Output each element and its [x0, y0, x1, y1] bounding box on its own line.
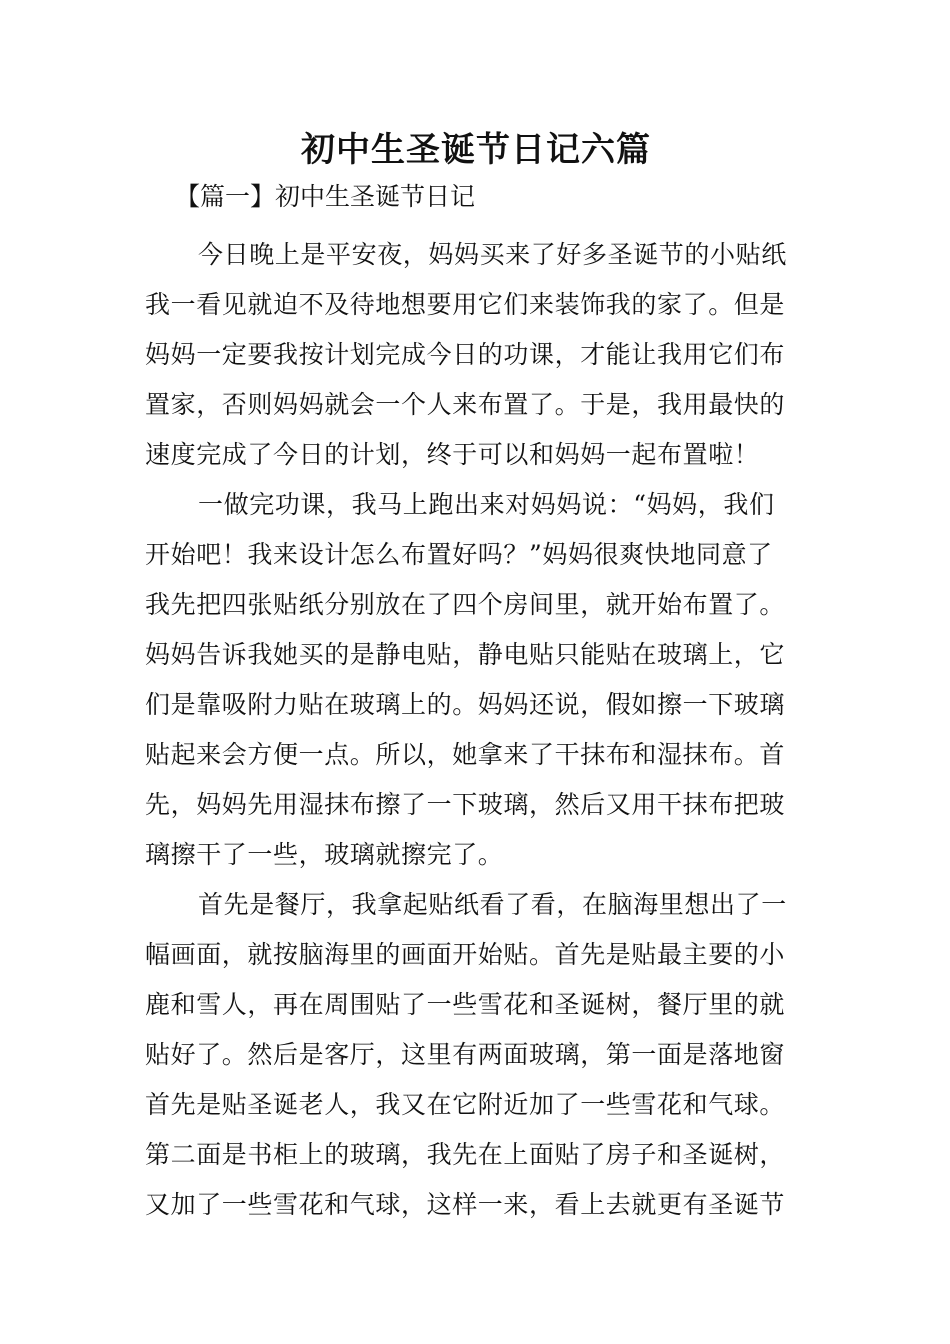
- paragraph-line: 开始吧！我来设计怎么布置好吗？”妈妈很爽快地同意了: [145, 540, 773, 569]
- paragraph-line: 首先是贴圣诞老人，我又在它附近加了一些雪花和气球。: [145, 1090, 786, 1119]
- paragraph-line: 首先是餐厅，我拿起贴纸看了看，在脑海里想出了一: [198, 890, 787, 919]
- paragraph-line: 又加了一些雪花和气球，这样一来，看上去就更有圣诞节: [145, 1190, 786, 1219]
- paragraph-line: 贴好了。然后是客厅，这里有两面玻璃，第一面是落地窗: [145, 1040, 786, 1069]
- paragraph-line: 鹿和雪人，再在周围贴了一些雪花和圣诞树，餐厅里的就: [145, 990, 786, 1019]
- paragraph-line: 我先把四张贴纸分别放在了四个房间里，就开始布置了。: [145, 590, 786, 619]
- section-heading: 【篇一】初中生圣诞节日记: [175, 182, 476, 211]
- paragraph: [145, 880, 807, 1230]
- paragraph-line: 第二面是书柜上的玻璃，我先在上面贴了房子和圣诞树，: [145, 1140, 786, 1169]
- paragraph-line: 我一看见就迫不及待地想要用它们来装饰我的家了。但是: [145, 290, 786, 319]
- paragraph-line: 一做完功课，我马上跑出来对妈妈说：“妈妈，我们: [198, 490, 775, 519]
- paragraph-line: 妈妈一定要我按计划完成今日的功课，才能让我用它们布: [145, 340, 786, 369]
- paragraph-line: 先，妈妈先用湿抹布擦了一下玻璃，然后又用干抹布把玻: [145, 790, 786, 819]
- paragraph-line: 速度完成了今日的计划，终于可以和妈妈一起布置啦！: [145, 440, 760, 469]
- document-body: [145, 230, 807, 1230]
- paragraph: [145, 480, 807, 880]
- paragraph-line: 们是靠吸附力贴在玻璃上的。妈妈还说，假如擦一下玻璃: [145, 690, 786, 719]
- paragraph-line: 置家，否则妈妈就会一个人来布置了。于是，我用最快的: [145, 390, 786, 419]
- paragraph-line: 妈妈告诉我她买的是静电贴，静电贴只能贴在玻璃上，它: [145, 640, 786, 669]
- document-page: [145, 128, 807, 1230]
- paragraph-line: 今日晚上是平安夜，妈妈买来了好多圣诞节的小贴纸: [198, 240, 787, 269]
- paragraph: [145, 230, 807, 480]
- paragraph-line: 璃擦干了一些，玻璃就擦完了。: [145, 840, 504, 869]
- paragraph-line: 幅画面，就按脑海里的画面开始贴。首先是贴最主要的小: [145, 940, 786, 969]
- document-title: 初中生圣诞节日记六篇: [301, 130, 651, 170]
- paragraph-line: 贴起来会方便一点。所以，她拿来了干抹布和湿抹布。首: [145, 740, 786, 769]
